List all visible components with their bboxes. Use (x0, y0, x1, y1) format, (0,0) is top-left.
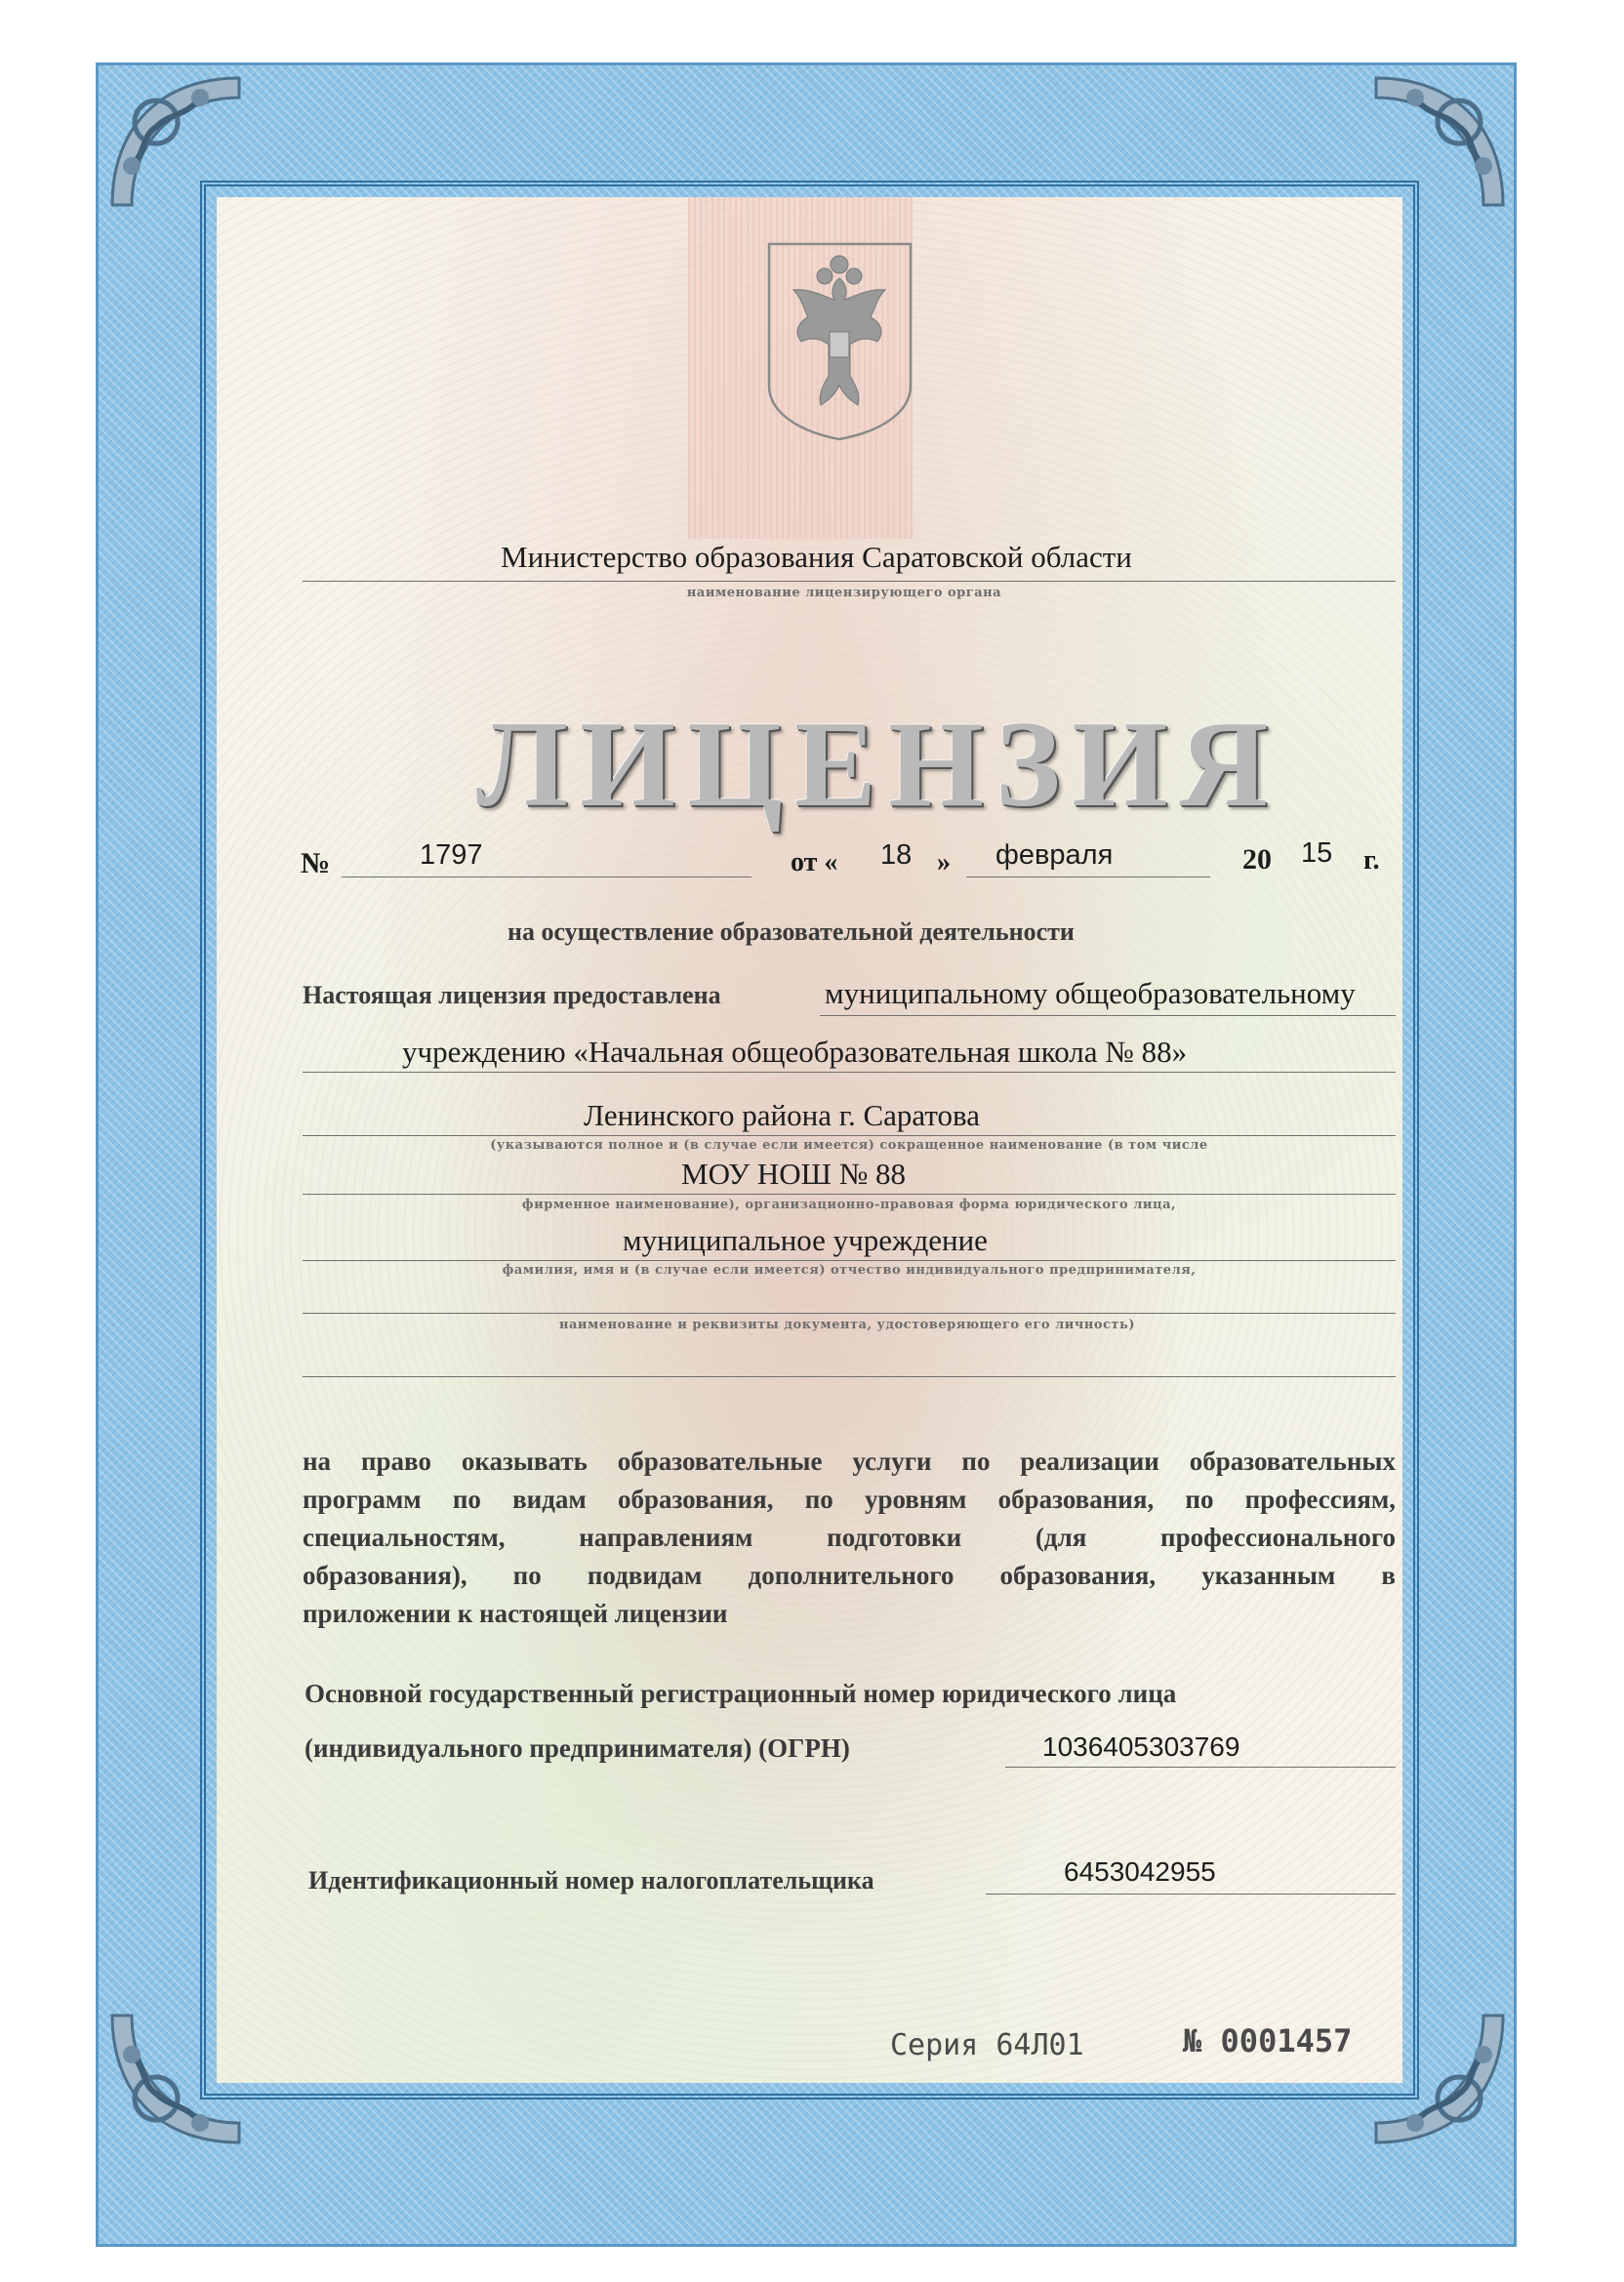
blank-series: Серия 64Л01 (890, 2028, 1084, 2062)
blank-underline1 (303, 1313, 1396, 1314)
year-prefix: 20 (1242, 843, 1272, 876)
short-name: МОУ НОШ № 88 (681, 1157, 907, 1191)
date-month: февраля (995, 839, 1114, 871)
rights-line: на право оказывать образовательные услуги по реализации образовательных (303, 1447, 1396, 1476)
document-title: ЛИЦЕНЗИЯ (476, 697, 1280, 833)
blank-number: № 0001457 (1183, 2022, 1353, 2059)
grantee-underline3 (303, 1135, 1396, 1136)
grantee-label: Настоящая лицензия предоставлена (303, 981, 721, 1009)
rights-line: образования), по подвидам дополнительного образования, указанным в (303, 1561, 1396, 1590)
rights-paragraph (303, 1443, 1396, 1633)
date-close: » (937, 847, 951, 877)
coat-of-arms-icon (764, 239, 915, 444)
short-name-underline (303, 1194, 1396, 1195)
year-label: г. (1363, 845, 1380, 876)
license-purpose: на осуществление образовательной деятельности (508, 917, 1075, 946)
corner-ornament-icon (1366, 68, 1513, 215)
inn-underline (986, 1894, 1396, 1895)
grantee-line1: муниципальному общеобразовательному (825, 976, 1356, 1010)
grantee-underline2 (303, 1072, 1396, 1073)
license-number: 1797 (420, 839, 483, 871)
grantee-hint2: фирменное наименование), организационно-правовая форма юридического лица, (521, 1198, 1177, 1212)
date-prefix: от « (791, 847, 838, 877)
date-day: 18 (880, 839, 913, 871)
month-underline (966, 876, 1210, 877)
rights-line: специальностям, направлениям подготовки (для профессионального (303, 1523, 1396, 1552)
grantee-line3: Ленинского района г. Саратова (584, 1098, 980, 1132)
grantee-underline1 (820, 1015, 1396, 1016)
ogrn-label-line2: (индивидуального предпринимателя) (ОГРН) (304, 1733, 850, 1763)
grantee-line2: учреждению «Начальная общеобразовательная школа № 88» (402, 1035, 1188, 1069)
corner-ornament-icon (1366, 2006, 1513, 2152)
authority-hint: наименование лицензирующего органа (686, 586, 1002, 600)
number-label: № (301, 847, 331, 879)
year-suffix: 15 (1301, 837, 1333, 869)
ogrn-value: 1036405303769 (1042, 1732, 1240, 1762)
rights-line: приложении к настоящей лицензии (303, 1599, 728, 1628)
corner-ornament-icon (102, 2006, 249, 2152)
authority-underline (303, 581, 1396, 582)
rights-line: программ по видам образования, по уровням образования, по профессиям, (303, 1485, 1396, 1514)
ogrn-underline (1005, 1767, 1396, 1768)
licensing-authority: Министерство образования Саратовской области (501, 540, 1132, 574)
corner-ornament-icon (102, 68, 249, 215)
legal-form-underline (303, 1260, 1396, 1261)
inn-value: 6453042955 (1064, 1856, 1216, 1887)
grantee-hint1: (указываются полное и (в случае если имеется) сокращенное наименование (в том числе (490, 1138, 1208, 1153)
number-underline (342, 876, 751, 877)
grantee-hint4: наименование и реквизиты документа, удостоверяющего его личность) (558, 1318, 1136, 1332)
blank-underline2 (303, 1376, 1396, 1377)
grantee-hint3: фамилия, имя и (в случае если имеется) отчество индивидуального предпринимателя, (502, 1263, 1197, 1278)
ogrn-label-line1: Основной государственный регистрационный номер юридического лица (304, 1679, 1177, 1708)
inn-label: Идентификационный номер налогоплательщика (308, 1866, 874, 1895)
legal-form: муниципальное учреждение (623, 1223, 988, 1257)
